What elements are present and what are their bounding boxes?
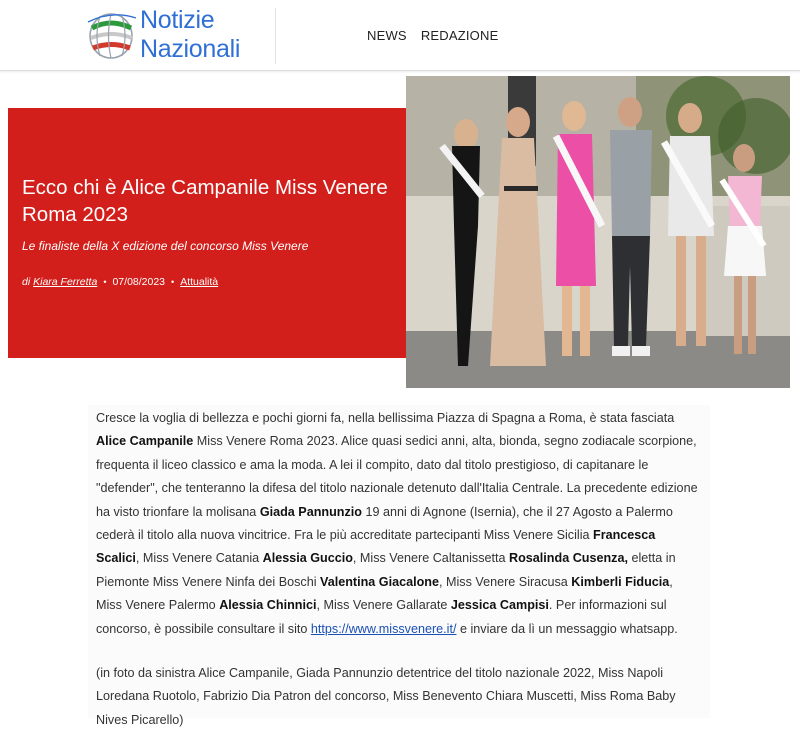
person-name: Valentina Giacalone [320, 574, 439, 589]
site-logo[interactable] [86, 6, 276, 64]
site-header [0, 0, 800, 71]
meta-separator: • [103, 277, 107, 287]
missvenere-link[interactable]: https://www.missvenere.it/ [310, 621, 457, 636]
hero-banner [8, 108, 406, 358]
paragraph-text: , Miss Venere Caltanissetta [352, 551, 510, 566]
person-name: Kimberli Fiducia [571, 574, 670, 589]
paragraph-text: eletta in Piemonte Miss Venere Ninfa dei Boschi [96, 551, 676, 589]
paragraph-text: , Miss Venere Siracusa [439, 574, 572, 589]
article-photo [406, 76, 790, 388]
person-name: Jessica Campisi [450, 598, 549, 613]
person-name: Rosalinda Cusenza, [509, 551, 628, 566]
article-meta [22, 276, 218, 288]
paragraph-text: Cresce la voglia di bellezza e pochi giorni fa, nella bellissima Piazza di Spagna a Roma, è stata fasciata [96, 411, 675, 425]
paragraph-text: 19 anni di Agnone (Isernia), che il 27 Agosto a Palermo cederà il titolo alla nuova vincitrice. Fra le più accreditate partecipanti Miss Venere Sicilia [96, 504, 673, 543]
nav-item-news[interactable]: NEWS [367, 28, 407, 43]
globe-icon [86, 8, 138, 62]
paragraph-text: e inviare da lì un messaggio whatsapp. [456, 621, 678, 636]
person-name: Alessia Chinnici [219, 598, 317, 613]
byline-prefix: di [22, 276, 31, 288]
author-link[interactable]: Kiara Ferretta [33, 276, 98, 288]
header-divider [275, 8, 276, 64]
main-nav [367, 28, 498, 43]
person-name: Giada Pannunzio [259, 504, 362, 519]
paragraph-text: Miss Venere Roma 2023. Alice quasi sedici anni, alta, bionda, segno zodiacale scorpione, frequenta il liceo classico e ama la moda. A lei il compito, dato dal titolo prestigioso, di capitanare le "defender", che tenteranno la difesa del titolo nazionale detenuto dall'Italia Centrale. La precedente edizione ha visto trionfare la molisana [96, 434, 698, 519]
logo-line-2: Nazionali [140, 35, 241, 63]
article-paragraph [96, 407, 700, 641]
category-link[interactable]: Attualità [180, 276, 219, 288]
paragraph-text: , Miss Venere Catania [135, 551, 263, 566]
person-name: Francesca Scalici [96, 528, 656, 566]
meta-separator: • [171, 277, 175, 287]
person-name: Alessia Guccio [262, 551, 353, 566]
person-name: Alice Campanile [96, 434, 194, 449]
logo-wordmark [140, 6, 240, 64]
article-subtitle: Le finaliste della X edizione del concorso Miss Venere [22, 239, 309, 253]
group-photo-illustration [406, 76, 790, 388]
article-date: 07/08/2023 [112, 276, 166, 288]
nav-item-redazione[interactable]: REDAZIONE [420, 28, 499, 43]
logo-line-1: Notizie [140, 6, 215, 34]
paragraph-text: . Per informazioni sul concorso, è possibile consultare il sito [96, 598, 667, 636]
paragraph-text: , Miss Venere Palermo [96, 574, 673, 613]
photo-caption-paragraph: (in foto da sinistra Alice Campanile, Giada Pannunzio detentrice del titolo nazionale 2022, Miss Napoli Loredana Ruotolo, Fabrizio Dia Patron del concorso, Miss Benevento Chiara Muscetti, Miss Roma Baby Nives Picarello) [96, 666, 676, 727]
article-body [88, 405, 710, 727]
paragraph-text: , Miss Venere Gallarate [316, 598, 451, 613]
article-title: Ecco chi è Alice Campanile Miss Venere Roma 2023 [22, 176, 388, 226]
